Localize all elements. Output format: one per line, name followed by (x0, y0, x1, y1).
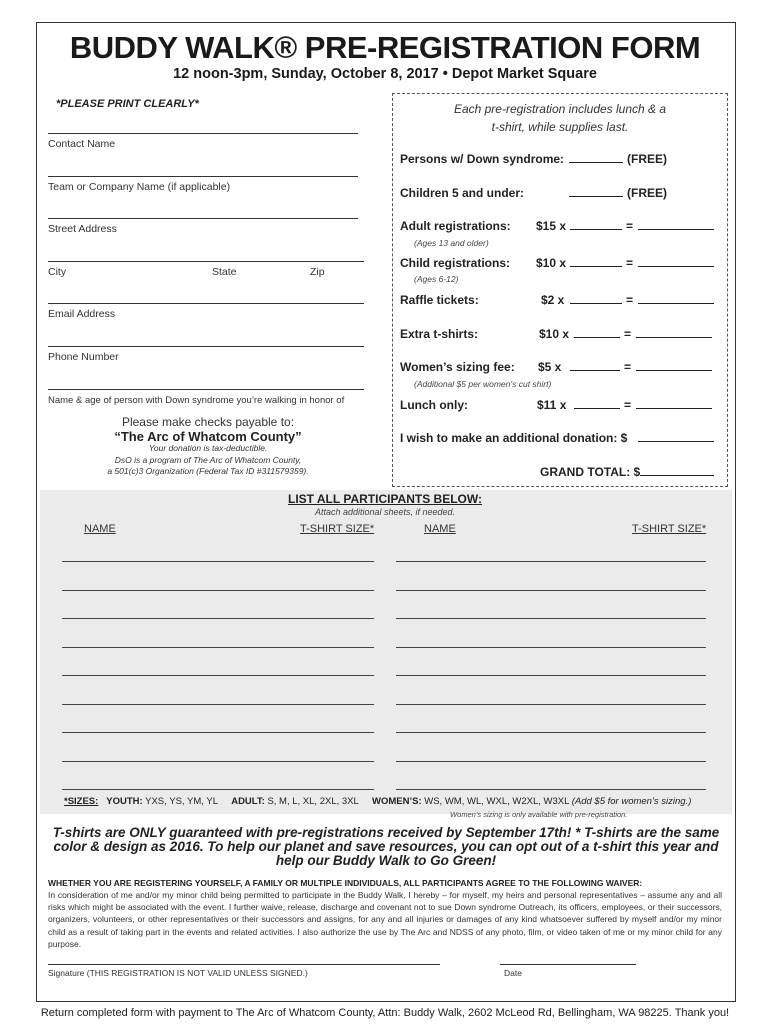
women-sizes: WS, WM, WL, WXL, W2XL, W3XL (424, 796, 570, 807)
participant-entry-right[interactable] (396, 590, 706, 591)
participant-entry-right[interactable] (396, 561, 706, 562)
state-label: State (212, 266, 237, 278)
womens-sizing-label: Women’s sizing fee: (400, 360, 515, 374)
adult-equals: = (626, 219, 634, 233)
women-size-extra: (Add $5 for women’s sizing.) (571, 796, 692, 807)
date-label: Date (504, 968, 522, 978)
signature-field[interactable] (48, 964, 440, 965)
adult-size-label: ADULT: (231, 796, 265, 807)
down-syndrome-count-field[interactable] (569, 152, 623, 163)
raffle-total-field[interactable] (638, 293, 714, 304)
child-age-note: (Ages 6-12) (414, 274, 459, 284)
youth-sizes: YXS, YS, YM, YL (145, 796, 218, 807)
waiver-heading: WHETHER YOU ARE REGISTERING YOURSELF, A FAMILY OR MULTIPLE INDIVIDUALS, ALL PARTICIPANTS AGREE TO THE FOLLOWING WAIVER: (48, 878, 643, 888)
email-field[interactable] (48, 303, 364, 304)
participants-title: LIST ALL PARTICIPANTS BELOW: (288, 492, 482, 506)
city-label: City (48, 266, 67, 278)
program-note: DsO is a program of The Arc of Whatcom County, (114, 455, 302, 465)
grand-total-label: GRAND TOTAL: $ (540, 465, 641, 479)
participants-section (40, 490, 732, 814)
lunch-price: $11 x (537, 398, 567, 412)
participant-entry-right[interactable] (396, 732, 706, 733)
col-name-right: NAME (424, 523, 456, 535)
down-syndrome-free: (FREE) (627, 152, 667, 166)
children-under5-label: Children 5 and under: (400, 186, 525, 200)
lunch-total-field[interactable] (636, 398, 712, 409)
participant-entry-left[interactable] (62, 675, 374, 676)
raffle-price: $2 x (541, 293, 565, 307)
lunch-equals: = (624, 398, 632, 412)
participant-entry-right[interactable] (396, 704, 706, 705)
participant-entry-left[interactable] (62, 789, 374, 790)
womens-sizing-price: $5 x (538, 360, 562, 374)
street-address-field[interactable] (48, 218, 358, 219)
participant-entry-right[interactable] (396, 618, 706, 619)
tshirt-promo: T-shirts are ONLY guaranteed with pre-registrations received by September 17th! * T-shirts are the same color & design as 2016. To help our planet and save resources, you can opt out of a t-shirt this year and help our Buddy Walk to Go Green! (52, 825, 720, 868)
child-count-field[interactable] (570, 256, 622, 267)
tax-id-note: a 501(c)3 Organization (Federal Tax ID #311579359). (107, 466, 309, 476)
lunch-count-field[interactable] (574, 398, 620, 409)
raffle-equals: = (626, 293, 634, 307)
participant-entry-left[interactable] (62, 561, 374, 562)
raffle-count-field[interactable] (570, 293, 622, 304)
phone-field[interactable] (48, 346, 364, 347)
honoree-field[interactable] (48, 389, 364, 390)
participant-entry-left[interactable] (62, 732, 374, 733)
participants-subtitle: Attach additional sheets, if needed. (314, 507, 456, 517)
team-name-field[interactable] (48, 176, 358, 177)
checks-payable-line: Please make checks payable to: (121, 415, 295, 429)
participant-entry-right[interactable] (396, 761, 706, 762)
child-total-field[interactable] (638, 256, 714, 267)
print-clearly-note: *PLEASE PRINT CLEARLY* (56, 98, 199, 110)
city-state-zip-field[interactable] (48, 261, 364, 262)
extra-shirts-label: Extra t-shirts: (400, 327, 479, 341)
sizes-label: *SIZES: (64, 796, 99, 807)
col-size-right: T-SHIRT SIZE* (632, 523, 707, 535)
down-syndrome-label: Persons w/ Down syndrome: (400, 152, 565, 166)
phone-label: Phone Number (48, 351, 119, 363)
street-address-label: Street Address (48, 223, 117, 235)
tax-deductible-note: Your donation is tax-deductible. (148, 443, 268, 453)
date-field[interactable] (500, 964, 636, 965)
signature-label: Signature (THIS REGISTRATION IS NOT VALID UNLESS SIGNED.) (48, 968, 308, 978)
womens-sizing-total-field[interactable] (636, 360, 712, 371)
honoree-label: Name & age of person with Down syndrome you’re walking in honor of (48, 395, 345, 406)
team-name-label: Team or Company Name (if applicable) (48, 181, 231, 193)
sizes-legend (64, 796, 691, 807)
extra-shirts-equals: = (624, 327, 632, 341)
adult-total-field[interactable] (638, 219, 714, 230)
womens-sizing-equals: = (624, 360, 632, 374)
participant-entry-left[interactable] (62, 618, 374, 619)
grand-total-field[interactable] (640, 465, 714, 476)
child-registrations-label: Child registrations: (400, 256, 511, 270)
payee-name: “The Arc of Whatcom County” (114, 429, 302, 444)
zip-label: Zip (310, 266, 325, 278)
womens-sizing-note: (Additional $5 per women’s cut shirt) (414, 379, 552, 389)
contact-name-label: Contact Name (48, 138, 116, 150)
womens-sizing-count-field[interactable] (570, 360, 620, 371)
extra-shirts-total-field[interactable] (636, 327, 712, 338)
adult-registrations-label: Adult registrations: (400, 219, 511, 233)
extra-shirts-count-field[interactable] (574, 327, 620, 338)
email-label: Email Address (48, 308, 116, 320)
participant-entry-right[interactable] (396, 675, 706, 676)
donation-label: I wish to make an additional donation: $ (400, 431, 628, 445)
event-details: 12 noon-3pm, Sunday, October 8, 2017 • Depot Market Square (173, 66, 597, 82)
donation-amount-field[interactable] (638, 431, 714, 442)
extra-shirts-price: $10 x (539, 327, 570, 341)
participant-entry-left[interactable] (62, 590, 374, 591)
women-size-label: WOMEN’S: (372, 796, 422, 807)
registration-note: Each pre-registration includes lunch & a t-shirt, while supplies last. (453, 102, 667, 134)
adult-sizes: S, M, L, XL, 2XL, 3XL (267, 796, 359, 807)
waiver-text: In consideration of me and/or my minor child being permitted to participate in the Buddy Walk, I hereby – for myself, my heirs and personal representatives – assume any and all risks which might be associated with the event. I further waive, release, discharge and covenant not to sue Down syndrome Outreach, its officers, employees, or their successors, organizers, volunteers, or other representatives or their successors and assigns, for any and all injuries or damages of any kind whatsoever suffered by myself and/or my minor child as a result of taking part in the events and related activities. I also authorize the use by The Arc and NDSS of any photo, film, or video taken of me or my minor child for any purpose. (48, 890, 722, 949)
col-size-left: T-SHIRT SIZE* (300, 523, 375, 535)
contact-name-field[interactable] (48, 133, 358, 134)
participant-entry-left[interactable] (62, 647, 374, 648)
children-under5-free: (FREE) (627, 186, 667, 200)
child-equals: = (626, 256, 634, 270)
adult-age-note: (Ages 13 and older) (414, 238, 489, 248)
raffle-tickets-label: Raffle tickets: (400, 293, 479, 307)
lunch-only-label: Lunch only: (400, 398, 468, 412)
youth-label: YOUTH: (106, 796, 143, 807)
return-instructions: Return completed form with payment to The Arc of Whatcom County, Attn: Buddy Walk, 2602 McLeod Rd, Bellingham, WA 98225. Thank you! (40, 1007, 730, 1019)
child-price: $10 x (536, 256, 567, 270)
women-sizing-availability: Women’s sizing is only available with pre-registration. (450, 810, 628, 819)
participant-entry-right[interactable] (396, 789, 706, 790)
children-under5-count-field[interactable] (569, 186, 623, 197)
adult-count-field[interactable] (570, 219, 622, 230)
form-title: BUDDY WALK® PRE-REGISTRATION FORM (69, 30, 701, 65)
participant-entry-left[interactable] (62, 704, 374, 705)
participant-entry-left[interactable] (62, 761, 374, 762)
col-name-left: NAME (84, 523, 116, 535)
participant-entry-right[interactable] (396, 647, 706, 648)
adult-price: $15 x (536, 219, 567, 233)
